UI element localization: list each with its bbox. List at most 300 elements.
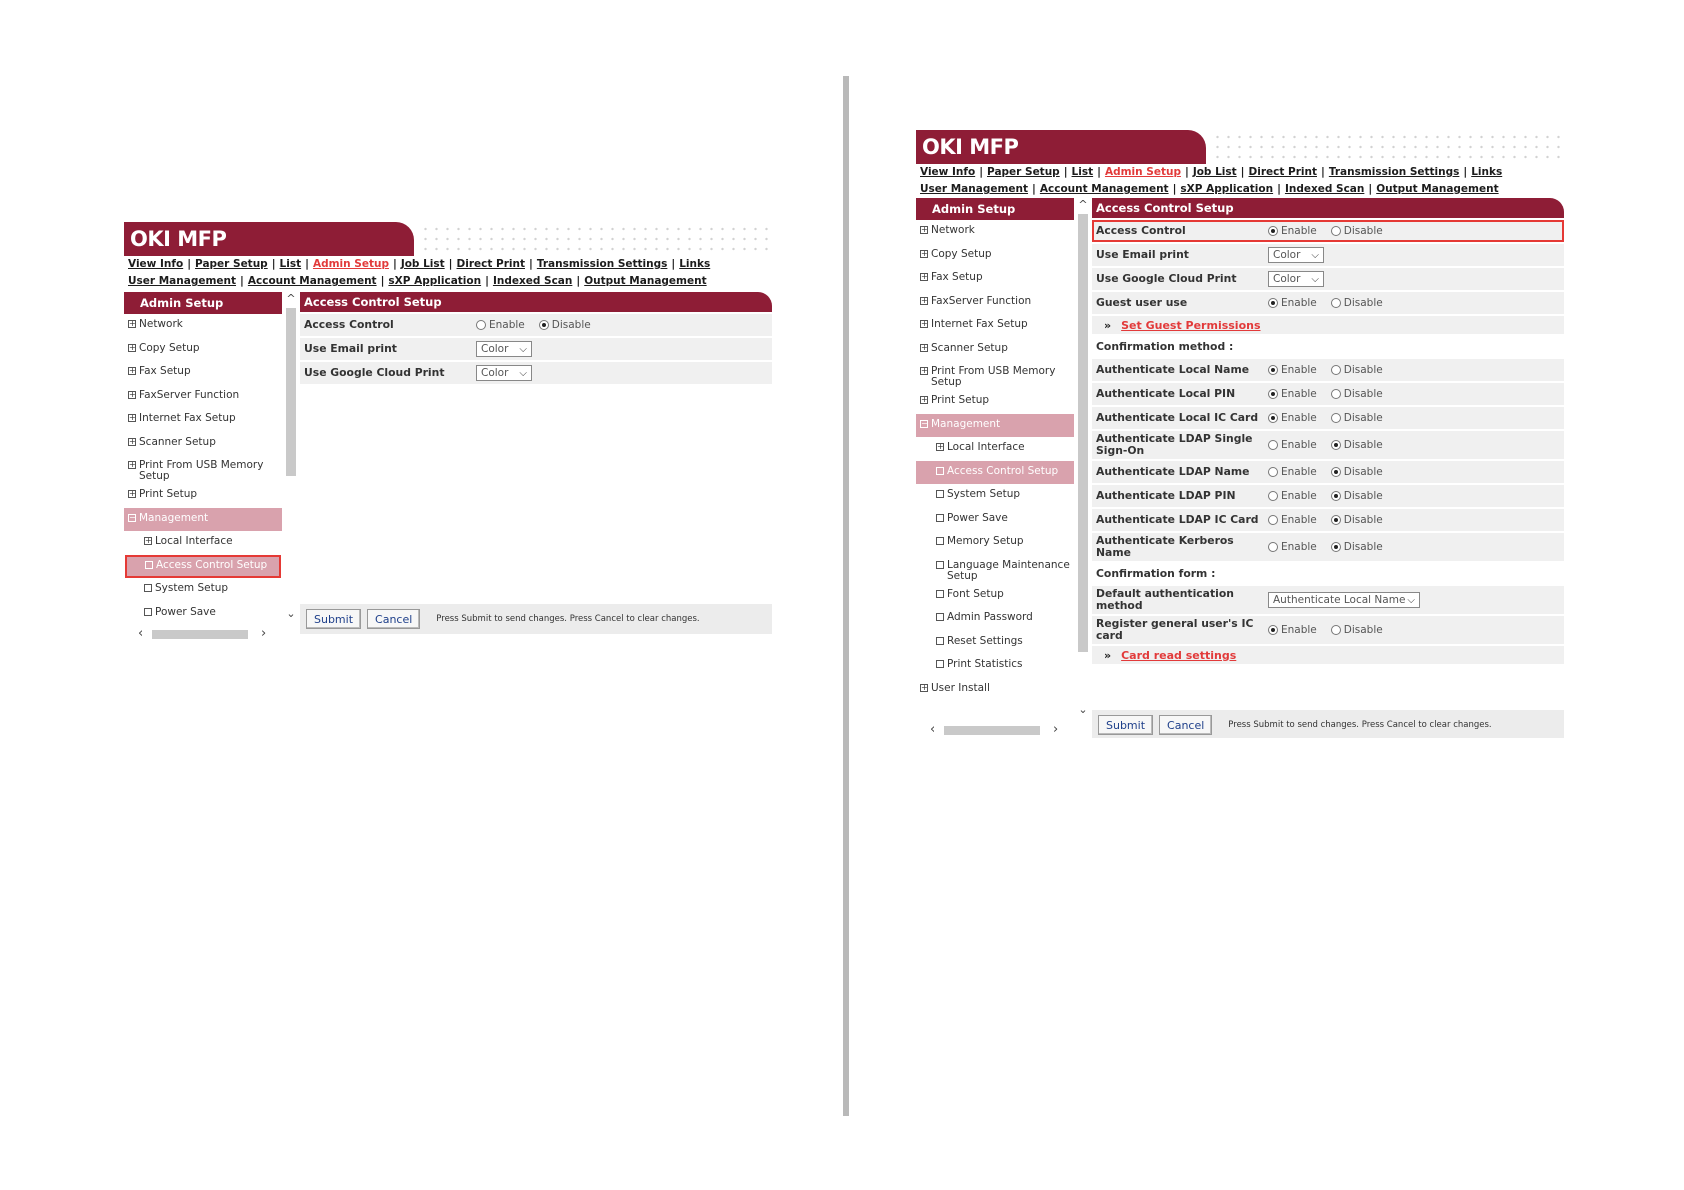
sidebar-item-print-setup[interactable] <box>124 484 282 508</box>
enable-radio[interactable] <box>1268 466 1317 478</box>
horizontal-scroll-thumb[interactable] <box>152 630 248 639</box>
submit-button[interactable]: Submit <box>1098 715 1153 735</box>
chevron-down-icon: ⌵ <box>1311 249 1319 261</box>
sidebar-title: Admin Setup <box>124 292 282 314</box>
enable-radio[interactable] <box>1268 388 1317 400</box>
plus-box-icon: + <box>129 413 136 422</box>
radio-label: Enable <box>1281 412 1317 424</box>
nav-separator: | <box>1097 166 1101 178</box>
sidebar-item-label: FaxServer Function <box>931 294 1032 307</box>
footer-hint: Press Submit to send changes. Press Cancel to clear changes. <box>1228 720 1492 730</box>
scroll-right-icon[interactable]: › <box>1053 722 1059 737</box>
sidebar-item-label: Admin Password <box>947 611 1033 623</box>
minus-box-icon: − <box>921 418 928 428</box>
plus-box-icon: + <box>921 272 928 281</box>
nav-separator: | <box>187 258 192 270</box>
sidebar-item-faxserver-function[interactable] <box>124 385 282 409</box>
sidebar-item-label: Internet Fax Setup <box>139 412 236 424</box>
nav-row-2 <box>124 273 772 290</box>
setting-row-authenticate-ldap-ic-card <box>1092 509 1564 531</box>
sidebar-items <box>916 220 1074 701</box>
header <box>916 130 1564 164</box>
nav-link-indexed-scan[interactable]: Indexed Scan <box>1284 183 1365 195</box>
radio-label: Disable <box>1343 297 1383 309</box>
sidebar-item-access-control-setup[interactable] <box>916 461 1074 485</box>
nav-link-admin-setup[interactable]: Admin Setup <box>1104 166 1181 178</box>
radio-label: Enable <box>1281 514 1317 526</box>
sidebar-item-user-install[interactable] <box>916 678 1074 702</box>
select-value: Color <box>1273 249 1301 261</box>
nav-link-paper-setup[interactable]: Paper Setup <box>195 258 268 270</box>
sidebar-item-label: Print Setup <box>139 488 198 500</box>
nav-link-links[interactable]: Links <box>1471 166 1503 178</box>
scroll-thumb[interactable] <box>1078 214 1088 652</box>
nav-separator: | <box>271 258 276 270</box>
main-content <box>300 292 772 642</box>
default-authentication-method-select[interactable] <box>1268 592 1420 608</box>
page-box-icon <box>936 490 944 498</box>
select-value: Color <box>481 367 509 379</box>
setting-value <box>1268 514 1564 526</box>
radio-label: Enable <box>1281 466 1317 478</box>
sidebar-item-fax-setup[interactable] <box>124 361 282 385</box>
setting-row-use-google-cloud-print <box>1092 268 1564 290</box>
setting-row-use-email-print <box>1092 244 1564 266</box>
sidebar-item-label: Memory Setup <box>947 535 1024 547</box>
nav-link-transmission-settings[interactable]: Transmission Settings <box>536 258 668 270</box>
sidebar-item-label: Management <box>931 417 1001 430</box>
disable-radio[interactable] <box>1331 514 1383 526</box>
radio-circle-icon[interactable] <box>1268 440 1278 450</box>
enable-radio[interactable] <box>476 319 525 331</box>
card-read-settings-link[interactable]: Card read settings <box>1121 648 1237 662</box>
plus-box-icon: + <box>921 319 928 328</box>
cancel-button[interactable]: Cancel <box>367 609 420 629</box>
radio-circle-icon[interactable] <box>1268 365 1278 375</box>
disable-radio[interactable] <box>1331 364 1383 376</box>
sidebar-item-label: Language Maintenance Setup <box>947 558 1070 582</box>
sidebar-item-power-save[interactable] <box>916 508 1074 532</box>
nav-link-job-list[interactable]: Job List <box>1192 166 1237 178</box>
enable-radio[interactable] <box>1268 225 1317 237</box>
radio-label: Disable <box>1343 541 1383 553</box>
disable-radio[interactable] <box>1331 490 1383 502</box>
header <box>124 222 772 256</box>
horizontal-scroll-thumb[interactable] <box>944 726 1040 735</box>
scroll-up-icon[interactable]: ^ <box>1078 198 1088 211</box>
right-screenshot-panel <box>916 130 1564 738</box>
setting-label: Register general user's IC card <box>1096 617 1254 642</box>
setting-value <box>1268 364 1564 376</box>
nav-separator: | <box>671 258 676 270</box>
setting-label: Use Google Cloud Print <box>304 366 445 379</box>
setting-row-authenticate-local-name <box>1092 359 1564 381</box>
sidebar-item-label: Print From USB Memory Setup <box>139 459 264 482</box>
setting-value <box>1268 466 1564 478</box>
plus-box-icon: + <box>129 319 136 328</box>
setting-row-access-control <box>300 314 772 336</box>
setting-label: Default authentication method <box>1096 587 1234 612</box>
chevron-down-icon: ⌵ <box>1311 273 1319 285</box>
nav-row-1 <box>916 164 1564 181</box>
setting-label: Access Control <box>1096 224 1186 237</box>
setting-value <box>476 341 772 357</box>
link-row-set-guest-permissions <box>1092 316 1564 334</box>
sidebar-item-scanner-setup[interactable] <box>124 432 282 456</box>
radio-label: Disable <box>1343 490 1383 502</box>
nav-separator: | <box>1184 166 1189 178</box>
page-box-icon <box>144 584 152 592</box>
use-google-cloud-print-select[interactable] <box>476 365 532 381</box>
sidebar-item-label: Copy Setup <box>931 247 992 260</box>
nav-link-list[interactable]: List <box>279 258 302 270</box>
setting-label: Use Email print <box>304 342 397 355</box>
sidebar-item-label: Access Control Setup <box>156 558 268 571</box>
radio-circle-icon[interactable] <box>1268 625 1278 635</box>
radio-label: Enable <box>1281 364 1317 376</box>
nav-separator: | <box>1321 166 1325 178</box>
panel-divider <box>843 76 849 1116</box>
sidebar-item-label: Power Save <box>947 511 1008 524</box>
plus-box-icon: + <box>129 366 136 375</box>
sidebar-item-management[interactable] <box>124 508 282 532</box>
plus-box-icon: + <box>129 460 136 469</box>
scroll-down-icon[interactable]: ⌄ <box>286 607 296 620</box>
radio-label: Enable <box>1281 541 1317 553</box>
radio-circle-icon[interactable] <box>1331 365 1341 375</box>
enable-radio[interactable] <box>1268 624 1317 636</box>
radio-circle-icon[interactable] <box>476 320 486 330</box>
double-chevron-icon: » <box>1104 648 1112 662</box>
sidebar-item-reset-settings[interactable] <box>916 631 1074 655</box>
nav-link-sxp-application[interactable]: sXP Application <box>388 275 482 287</box>
nav-separator: | <box>485 275 489 287</box>
section-title: Access Control Setup <box>1092 198 1564 218</box>
plus-box-icon: + <box>921 682 928 692</box>
radio-label: Enable <box>489 319 525 331</box>
chevron-down-icon: ⌵ <box>519 367 527 379</box>
radio-label: Enable <box>1281 225 1317 237</box>
radio-circle-icon[interactable] <box>1268 542 1278 552</box>
radio-circle-icon[interactable] <box>1268 491 1278 501</box>
nav-link-paper-setup[interactable]: Paper Setup <box>987 166 1060 178</box>
sidebar-item-label: System Setup <box>155 582 229 594</box>
sidebar-title: Admin Setup <box>916 198 1074 220</box>
link-row-card-read-settings <box>1092 646 1564 664</box>
sidebar-item-faxserver-function[interactable] <box>916 291 1074 315</box>
sidebar-item-management[interactable] <box>916 414 1074 438</box>
section-title: Access Control Setup <box>300 292 772 312</box>
setting-value <box>1268 439 1564 451</box>
disable-radio[interactable] <box>1331 624 1383 636</box>
setting-label: Access Control <box>304 318 394 331</box>
enable-radio[interactable] <box>1268 514 1317 526</box>
sidebar-item-label: Local Interface <box>155 535 233 547</box>
setting-row-authenticate-ldap-single-sign-on <box>1092 431 1564 459</box>
radio-circle-icon[interactable] <box>1268 389 1278 399</box>
sidebar-item-access-control-setup[interactable] <box>125 555 281 579</box>
disable-radio[interactable] <box>1331 225 1383 237</box>
page-box-icon <box>936 660 944 668</box>
radio-circle-icon[interactable] <box>1331 491 1341 501</box>
sidebar-item-language-maintenance-setup[interactable] <box>916 555 1074 584</box>
radio-circle-icon[interactable] <box>1268 467 1278 477</box>
plus-box-icon: + <box>937 442 944 451</box>
setting-row-guest-user-use <box>1092 292 1564 314</box>
nav-separator: | <box>1172 183 1177 195</box>
section-heading-confirmation-form: Confirmation form : <box>1096 567 1216 580</box>
sidebar-item-network[interactable] <box>916 220 1074 244</box>
setting-value <box>476 319 772 331</box>
nav-link-output-management[interactable]: Output Management <box>1376 183 1499 195</box>
sidebar-item-local-interface[interactable] <box>916 437 1074 461</box>
sidebar-item-label: User Install <box>931 681 990 694</box>
sidebar-item-power-save[interactable] <box>124 602 282 626</box>
setting-label: Authenticate Local PIN <box>1096 387 1236 400</box>
page-box-icon <box>936 467 944 475</box>
sidebar-item-admin-password[interactable] <box>916 607 1074 631</box>
scroll-down-icon[interactable]: ⌄ <box>1078 703 1088 716</box>
page-box-icon <box>936 590 944 598</box>
setting-row-register-general-user-s-ic-card <box>1092 616 1564 644</box>
setting-label: Authenticate Local IC Card <box>1096 411 1259 424</box>
sidebar-item-label: Scanner Setup <box>931 341 1008 354</box>
radio-label: Enable <box>1281 297 1317 309</box>
setting-label: Authenticate Local Name <box>1096 363 1250 376</box>
setting-row-authenticate-ldap-pin <box>1092 485 1564 507</box>
nav-link-transmission-settings[interactable]: Transmission Settings <box>1328 166 1460 178</box>
page-box-icon <box>145 561 153 569</box>
radio-label: Enable <box>1281 439 1317 451</box>
nav-link-user-management[interactable]: User Management <box>128 275 237 287</box>
setting-row-authenticate-local-pin <box>1092 383 1564 405</box>
sidebar-item-copy-setup[interactable] <box>916 244 1074 268</box>
nav-link-admin-setup[interactable]: Admin Setup <box>312 258 389 270</box>
disable-radio[interactable] <box>539 319 591 331</box>
nav-link-account-management[interactable]: Account Management <box>1039 183 1169 195</box>
radio-circle-icon[interactable] <box>1268 298 1278 308</box>
nav-link-job-list[interactable]: Job List <box>400 258 445 270</box>
setting-label: Authenticate LDAP Single Sign-On <box>1096 432 1253 457</box>
sidebar-item-label: Copy Setup <box>139 341 200 354</box>
form-footer <box>1092 710 1564 738</box>
nav-link-account-management[interactable]: Account Management <box>247 275 377 287</box>
radio-circle-icon[interactable] <box>1331 542 1341 552</box>
disable-radio[interactable] <box>1331 439 1383 451</box>
sidebar-item-label: Fax Setup <box>139 365 191 377</box>
sidebar-horizontal-scrollbar[interactable] <box>124 626 282 642</box>
enable-radio[interactable] <box>1268 439 1317 451</box>
sidebar-item-system-setup[interactable] <box>916 484 1074 508</box>
header-dot-pattern <box>420 224 772 254</box>
nav-separator: | <box>979 166 984 178</box>
set-guest-permissions-link[interactable]: Set Guest Permissions <box>1121 318 1261 332</box>
setting-value <box>1268 624 1564 636</box>
nav-row-1 <box>124 256 772 273</box>
enable-radio[interactable] <box>1268 364 1317 376</box>
chevron-down-icon: ⌵ <box>519 343 527 355</box>
sidebar-item-print-from-usb-memory-setup[interactable] <box>124 455 282 484</box>
radio-circle-icon[interactable] <box>539 320 549 330</box>
radio-label: Enable <box>1281 490 1317 502</box>
nav-separator: | <box>392 258 397 270</box>
disable-radio[interactable] <box>1331 297 1383 309</box>
sidebar-horizontal-scrollbar[interactable] <box>916 722 1074 738</box>
sidebar-item-label: Scanner Setup <box>139 435 216 448</box>
page-box-icon <box>936 537 944 545</box>
scroll-left-icon[interactable]: ‹ <box>930 722 936 737</box>
setting-label: Guest user use <box>1096 296 1188 309</box>
sidebar-vertical-scrollbar[interactable] <box>284 292 298 620</box>
sidebar-item-local-interface[interactable] <box>124 531 282 555</box>
sidebar-item-network[interactable] <box>124 314 282 338</box>
radio-circle-icon[interactable] <box>1331 440 1341 450</box>
radio-circle-icon[interactable] <box>1331 226 1341 236</box>
select-value: Authenticate Local Name <box>1273 594 1406 606</box>
sidebar-item-label: Network <box>931 224 975 236</box>
radio-label: Disable <box>1343 624 1383 636</box>
sidebar-item-label: Print Statistics <box>947 658 1023 670</box>
sidebar-item-fax-setup[interactable] <box>916 267 1074 291</box>
nav-link-direct-print[interactable]: Direct Print <box>456 258 525 270</box>
sidebar-item-memory-setup[interactable] <box>916 531 1074 555</box>
radio-label: Disable <box>1343 412 1383 424</box>
radio-label: Disable <box>1343 439 1383 451</box>
nav-link-view-info[interactable]: View Info <box>128 258 184 270</box>
disable-radio[interactable] <box>1331 412 1383 424</box>
setting-row-access-control <box>1092 220 1564 242</box>
setting-row-use-email-print <box>300 338 772 360</box>
radio-circle-icon[interactable] <box>1331 625 1341 635</box>
sidebar-item-label: Fax Setup <box>931 271 983 283</box>
double-chevron-icon: » <box>1104 318 1112 332</box>
sidebar-item-label: Access Control Setup <box>947 464 1059 477</box>
nav-link-indexed-scan[interactable]: Indexed Scan <box>492 275 573 287</box>
main-content <box>1092 198 1564 738</box>
nav-link-output-management[interactable]: Output Management <box>584 275 707 287</box>
submit-button[interactable]: Submit <box>306 609 361 629</box>
disable-radio[interactable] <box>1331 541 1383 553</box>
oki-mfp-logo: OKI MFP <box>916 130 1206 164</box>
nav-link-direct-print[interactable]: Direct Print <box>1248 166 1317 178</box>
plus-box-icon: + <box>921 342 928 352</box>
oki-mfp-logo: OKI MFP <box>124 222 414 256</box>
sidebar-vertical-scrollbar[interactable] <box>1076 198 1090 716</box>
nav-link-links[interactable]: Links <box>679 258 711 270</box>
page-box-icon <box>936 637 944 645</box>
sidebar-item-label: Print From USB Memory Setup <box>931 365 1056 388</box>
page-box-icon <box>936 613 944 621</box>
nav-separator: | <box>1368 183 1373 195</box>
sidebar-item-font-setup[interactable] <box>916 584 1074 608</box>
left-screenshot-panel <box>124 222 772 642</box>
radio-circle-icon[interactable] <box>1268 515 1278 525</box>
radio-circle-icon[interactable] <box>1268 413 1278 423</box>
form-footer <box>300 604 772 634</box>
setting-label: Use Google Cloud Print <box>1096 272 1237 285</box>
setting-row-default-authentication-method <box>1092 586 1564 614</box>
enable-radio[interactable] <box>1268 412 1317 424</box>
nav-separator: | <box>448 258 453 270</box>
scroll-left-icon[interactable]: ‹ <box>138 626 144 641</box>
setting-row-authenticate-ldap-name <box>1092 461 1564 483</box>
radio-circle-icon[interactable] <box>1331 467 1341 477</box>
radio-circle-icon[interactable] <box>1331 389 1341 399</box>
cancel-button[interactable]: Cancel <box>1159 715 1212 735</box>
sidebar-item-print-setup[interactable] <box>916 390 1074 414</box>
plus-box-icon: + <box>145 536 152 545</box>
setting-row-authenticate-local-ic-card <box>1092 407 1564 429</box>
nav-link-view-info[interactable]: View Info <box>920 166 976 178</box>
sidebar-item-print-statistics[interactable] <box>916 654 1074 678</box>
nav-separator: | <box>305 258 309 270</box>
setting-value <box>1268 541 1564 553</box>
setting-value <box>1268 297 1564 309</box>
sidebar-item-label: Local Interface <box>947 441 1025 453</box>
scroll-up-icon[interactable]: ^ <box>286 292 296 305</box>
settings-rows <box>300 314 772 384</box>
sidebar-item-internet-fax-setup[interactable] <box>916 314 1074 338</box>
nav-separator: | <box>1032 183 1036 195</box>
enable-radio[interactable] <box>1268 490 1317 502</box>
setting-value <box>1268 271 1564 287</box>
sidebar-item-scanner-setup[interactable] <box>916 338 1074 362</box>
plus-box-icon: + <box>129 436 136 446</box>
nav-separator: | <box>1063 166 1068 178</box>
radio-circle-icon[interactable] <box>1268 226 1278 236</box>
scroll-thumb[interactable] <box>286 308 296 476</box>
disable-radio[interactable] <box>1331 466 1383 478</box>
nav-link-user-management[interactable]: User Management <box>920 183 1029 195</box>
page-box-icon <box>936 561 944 569</box>
radio-circle-icon[interactable] <box>1331 298 1341 308</box>
page-box-icon <box>936 514 944 522</box>
radio-label: Enable <box>1281 624 1317 636</box>
scroll-right-icon[interactable]: › <box>261 626 267 641</box>
sidebar-item-label: Reset Settings <box>947 634 1023 647</box>
nav-link-list[interactable]: List <box>1071 166 1094 178</box>
header-dot-pattern <box>1212 132 1564 162</box>
select-value: Color <box>481 343 509 355</box>
disable-radio[interactable] <box>1331 388 1383 400</box>
enable-radio[interactable] <box>1268 297 1317 309</box>
sidebar-item-label: Internet Fax Setup <box>931 318 1028 330</box>
sidebar <box>916 198 1092 738</box>
sidebar-item-print-from-usb-memory-setup[interactable] <box>916 361 1074 390</box>
radio-circle-icon[interactable] <box>1331 515 1341 525</box>
setting-value <box>476 365 772 381</box>
use-google-cloud-print-select[interactable] <box>1268 271 1324 287</box>
radio-circle-icon[interactable] <box>1331 413 1341 423</box>
sidebar-item-copy-setup[interactable] <box>124 338 282 362</box>
use-email-print-select[interactable] <box>1268 247 1324 263</box>
sidebar-item-internet-fax-setup[interactable] <box>124 408 282 432</box>
radio-label: Disable <box>1343 388 1383 400</box>
setting-value <box>1268 592 1564 608</box>
sidebar-items <box>124 314 282 625</box>
sidebar-item-system-setup[interactable] <box>124 578 282 602</box>
sidebar <box>124 292 300 642</box>
setting-value <box>1268 412 1564 424</box>
setting-value <box>1268 388 1564 400</box>
plus-box-icon: + <box>921 366 928 375</box>
enable-radio[interactable] <box>1268 541 1317 553</box>
setting-value <box>1268 490 1564 502</box>
nav-link-sxp-application[interactable]: sXP Application <box>1180 183 1274 195</box>
use-email-print-select[interactable] <box>476 341 532 357</box>
sidebar-item-label: Management <box>139 511 209 524</box>
radio-label: Enable <box>1281 388 1317 400</box>
